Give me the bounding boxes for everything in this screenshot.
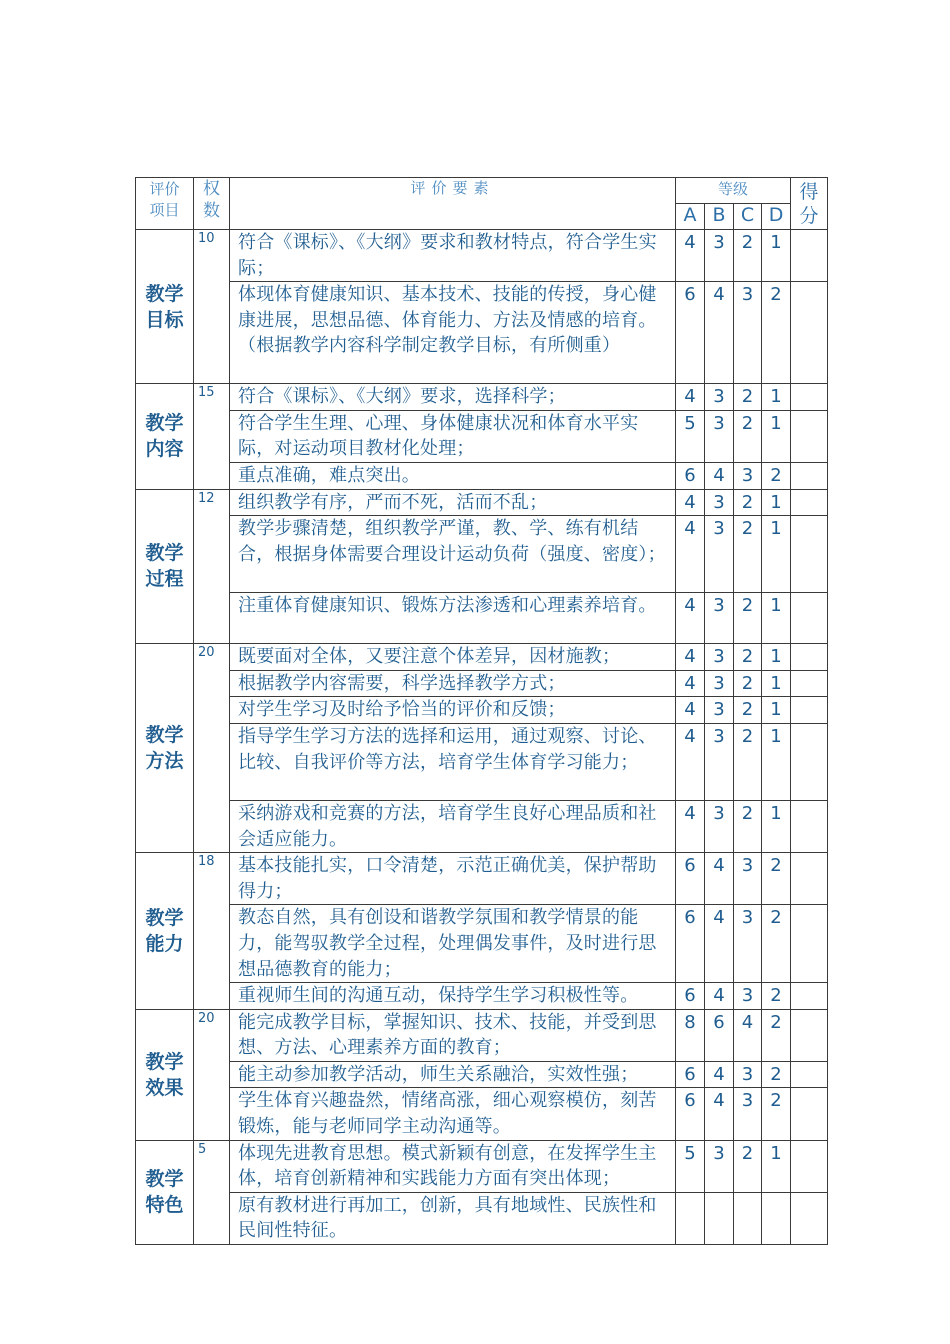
- criterion-text: 学生体育兴趣盎然，情绪高涨，细心观察模仿，刻苦锻炼，能与老师同学主动沟通等。: [230, 1088, 676, 1140]
- level-a-value: 6: [676, 905, 705, 983]
- level-d-value: 1: [762, 516, 791, 593]
- table-row: [136, 516, 828, 593]
- level-c-value: 2: [734, 697, 762, 724]
- level-a-value: 6: [676, 1061, 705, 1088]
- score-cell[interactable]: [791, 593, 828, 644]
- table-row: [136, 384, 828, 411]
- table-row: [136, 1009, 828, 1061]
- table-row: [136, 983, 828, 1010]
- criterion-text: 符合《课标》、《大纲》要求和教材特点，符合学生实际；: [230, 230, 676, 282]
- level-b-value: 3: [705, 410, 734, 462]
- level-d-value: [762, 1192, 791, 1244]
- level-c-value: 3: [734, 462, 762, 489]
- level-a-value: 4: [676, 489, 705, 516]
- category-weight: 5: [194, 1140, 230, 1244]
- level-b-value: 3: [705, 670, 734, 697]
- level-a-value: 6: [676, 853, 705, 905]
- grade-d-header: D: [762, 204, 791, 230]
- level-b-value: 3: [705, 384, 734, 411]
- header-row-1: [136, 178, 828, 204]
- level-c-value: 2: [734, 384, 762, 411]
- score-cell[interactable]: [791, 516, 828, 593]
- criterion-text: 基本技能扎实，口令清楚，示范正确优美，保护帮助得力；: [230, 853, 676, 905]
- criterion-text: 教学步骤清楚，组织教学严谨，教、学、练有机结合，根据身体需要合理设计运动负荷（强度、密度）；: [230, 516, 676, 593]
- table-row: [136, 282, 828, 384]
- level-c-value: 2: [734, 670, 762, 697]
- criterion-text: 对学生学习及时给予恰当的评价和反馈；: [230, 697, 676, 724]
- category-name: 教学效果: [136, 1009, 194, 1140]
- table-row: [136, 644, 828, 671]
- table-row: [136, 410, 828, 462]
- score-cell[interactable]: [791, 230, 828, 282]
- criterion-text: 重点准确，难点突出。: [230, 462, 676, 489]
- level-c-value: [734, 1192, 762, 1244]
- level-b-value: 4: [705, 853, 734, 905]
- level-a-value: 4: [676, 670, 705, 697]
- category-weight: 18: [194, 853, 230, 1010]
- level-d-value: 2: [762, 983, 791, 1010]
- criterion-text: 重视师生间的沟通互动，保持学生学习积极性等。: [230, 983, 676, 1010]
- score-cell[interactable]: [791, 670, 828, 697]
- level-b-value: 3: [705, 1140, 734, 1192]
- score-cell[interactable]: [791, 697, 828, 724]
- level-d-value: 1: [762, 644, 791, 671]
- level-a-value: 4: [676, 230, 705, 282]
- level-d-value: 2: [762, 1061, 791, 1088]
- level-b-value: 3: [705, 697, 734, 724]
- level-c-value: 4: [734, 1009, 762, 1061]
- table-row: [136, 905, 828, 983]
- level-a-value: 4: [676, 516, 705, 593]
- level-a-value: 6: [676, 462, 705, 489]
- criterion-text: 既要面对全体，又要注意个体差异，因材施教；: [230, 644, 676, 671]
- criterion-text: 教态自然，具有创设和谐教学氛围和教学情景的能力，能驾驭教学全过程，处理偶发事件，及时进行思想品德教育的能力；: [230, 905, 676, 983]
- level-c-value: 2: [734, 723, 762, 800]
- level-a-value: 4: [676, 593, 705, 644]
- table-row: [136, 697, 828, 724]
- level-a-value: [676, 1192, 705, 1244]
- table-row: [136, 462, 828, 489]
- category-weight: 20: [194, 644, 230, 853]
- criterion-text: 组织教学有序，严而不死，活而不乱；: [230, 489, 676, 516]
- level-d-value: 1: [762, 800, 791, 852]
- level-b-value: [705, 1192, 734, 1244]
- score-cell[interactable]: [791, 384, 828, 411]
- level-c-value: 2: [734, 489, 762, 516]
- level-b-value: 4: [705, 462, 734, 489]
- level-a-value: 5: [676, 410, 705, 462]
- score-cell[interactable]: [791, 1009, 828, 1061]
- level-c-value: 3: [734, 1088, 762, 1140]
- level-b-value: 4: [705, 983, 734, 1010]
- level-a-value: 4: [676, 723, 705, 800]
- criterion-text: 原有教材进行再加工，创新，具有地域性、民族性和民间性特征。: [230, 1192, 676, 1244]
- criterion-text: 符合《课标》、《大纲》要求，选择科学；: [230, 384, 676, 411]
- grade-a-header: A: [676, 204, 705, 230]
- level-b-value: 3: [705, 516, 734, 593]
- level-d-value: 2: [762, 853, 791, 905]
- table-row: [136, 800, 828, 852]
- score-cell[interactable]: [791, 644, 828, 671]
- level-a-value: 4: [676, 697, 705, 724]
- level-c-value: 2: [734, 516, 762, 593]
- level-d-value: 1: [762, 593, 791, 644]
- score-cell[interactable]: [791, 410, 828, 462]
- score-cell[interactable]: [791, 462, 828, 489]
- level-b-value: 6: [705, 1009, 734, 1061]
- level-a-value: 4: [676, 384, 705, 411]
- level-b-value: 3: [705, 723, 734, 800]
- table-row: [136, 1192, 828, 1244]
- category-name: 教学目标: [136, 230, 194, 384]
- level-d-value: 1: [762, 410, 791, 462]
- score-cell[interactable]: [791, 1061, 828, 1088]
- level-a-value: 8: [676, 1009, 705, 1061]
- criterion-text: 能主动参加教学活动，师生关系融洽，实效性强；: [230, 1061, 676, 1088]
- evaluation-table: [135, 177, 828, 1245]
- level-d-value: 1: [762, 670, 791, 697]
- level-c-value: 2: [734, 800, 762, 852]
- level-c-value: 3: [734, 853, 762, 905]
- level-b-value: 3: [705, 489, 734, 516]
- level-b-value: 3: [705, 644, 734, 671]
- criterion-text: 符合学生生理、心理、身体健康状况和体育水平实际，对运动项目教材化处理；: [230, 410, 676, 462]
- level-d-value: 1: [762, 723, 791, 800]
- level-c-value: 3: [734, 282, 762, 384]
- level-c-value: 2: [734, 644, 762, 671]
- score-cell[interactable]: [791, 489, 828, 516]
- category-weight: 12: [194, 489, 230, 644]
- table-row: [136, 230, 828, 282]
- level-b-value: 4: [705, 1061, 734, 1088]
- category-name: 教学特色: [136, 1140, 194, 1244]
- level-b-value: 3: [705, 800, 734, 852]
- criterion-text: 体现体育健康知识、基本技术、技能的传授，身心健康进展，思想品德、体育能力、方法及情感的培育。（根据教学内容科学制定教学目标，有所侧重）: [230, 282, 676, 384]
- category-name: 教学方法: [136, 644, 194, 853]
- score-cell[interactable]: [791, 1192, 828, 1244]
- level-d-value: 1: [762, 697, 791, 724]
- level-c-value: 3: [734, 905, 762, 983]
- table-row: [136, 1088, 828, 1140]
- score-cell[interactable]: [791, 905, 828, 983]
- criterion-text: 能完成教学目标，掌握知识、技术、技能，并受到思想、方法、心理素养方面的教育；: [230, 1009, 676, 1061]
- header-level: 等级: [676, 178, 791, 204]
- table-row: [136, 1140, 828, 1192]
- level-d-value: 2: [762, 905, 791, 983]
- level-a-value: 5: [676, 1140, 705, 1192]
- level-c-value: 2: [734, 230, 762, 282]
- category-weight: 15: [194, 384, 230, 489]
- level-d-value: 2: [762, 282, 791, 384]
- criterion-text: 注重体育健康知识、锻炼方法渗透和心理素养培育。: [230, 593, 676, 644]
- table-row: [136, 853, 828, 905]
- grade-b-header: B: [705, 204, 734, 230]
- level-c-value: 3: [734, 1061, 762, 1088]
- level-b-value: 4: [705, 1088, 734, 1140]
- table-row: [136, 670, 828, 697]
- score-cell[interactable]: [791, 282, 828, 384]
- score-cell[interactable]: [791, 1140, 828, 1192]
- level-d-value: 1: [762, 384, 791, 411]
- level-a-value: 6: [676, 983, 705, 1010]
- level-b-value: 3: [705, 230, 734, 282]
- level-b-value: 4: [705, 905, 734, 983]
- level-d-value: 1: [762, 230, 791, 282]
- table-row: [136, 723, 828, 800]
- score-cell[interactable]: [791, 853, 828, 905]
- level-d-value: 2: [762, 1088, 791, 1140]
- level-d-value: 1: [762, 489, 791, 516]
- category-name: 教学能力: [136, 853, 194, 1010]
- criterion-text: 体现先进教育思想。模式新颖有创意，在发挥学生主体，培育创新精神和实践能力方面有突出体现；: [230, 1140, 676, 1192]
- level-c-value: 2: [734, 410, 762, 462]
- level-b-value: 3: [705, 593, 734, 644]
- criterion-text: 采纳游戏和竞赛的方法，培育学生良好心理品质和社会适应能力。: [230, 800, 676, 852]
- level-a-value: 6: [676, 282, 705, 384]
- criterion-text: 指导学生学习方法的选择和运用，通过观察、讨论、比较、自我评价等方法，培育学生体育学习能力；: [230, 723, 676, 800]
- level-d-value: 2: [762, 462, 791, 489]
- score-cell[interactable]: [791, 800, 828, 852]
- score-cell[interactable]: [791, 983, 828, 1010]
- score-cell[interactable]: [791, 1088, 828, 1140]
- grade-c-header: C: [734, 204, 762, 230]
- level-d-value: 2: [762, 1009, 791, 1061]
- level-c-value: 2: [734, 593, 762, 644]
- criterion-text: 根据教学内容需要，科学选择教学方式；: [230, 670, 676, 697]
- category-name: 教学过程: [136, 489, 194, 644]
- score-cell[interactable]: [791, 723, 828, 800]
- level-c-value: 3: [734, 983, 762, 1010]
- header-item: 评价项目: [136, 178, 194, 230]
- category-name: 教学内容: [136, 384, 194, 489]
- level-c-value: 2: [734, 1140, 762, 1192]
- table-row: [136, 489, 828, 516]
- header-score: 得分: [791, 178, 828, 230]
- category-weight: 20: [194, 1009, 230, 1140]
- table-row: [136, 1061, 828, 1088]
- table-row: [136, 593, 828, 644]
- level-a-value: 4: [676, 644, 705, 671]
- level-d-value: 1: [762, 1140, 791, 1192]
- level-a-value: 6: [676, 1088, 705, 1140]
- header-weight: 权数: [194, 178, 230, 230]
- level-a-value: 4: [676, 800, 705, 852]
- header-criteria: 评价要素: [230, 178, 676, 230]
- category-weight: 10: [194, 230, 230, 384]
- level-b-value: 4: [705, 282, 734, 384]
